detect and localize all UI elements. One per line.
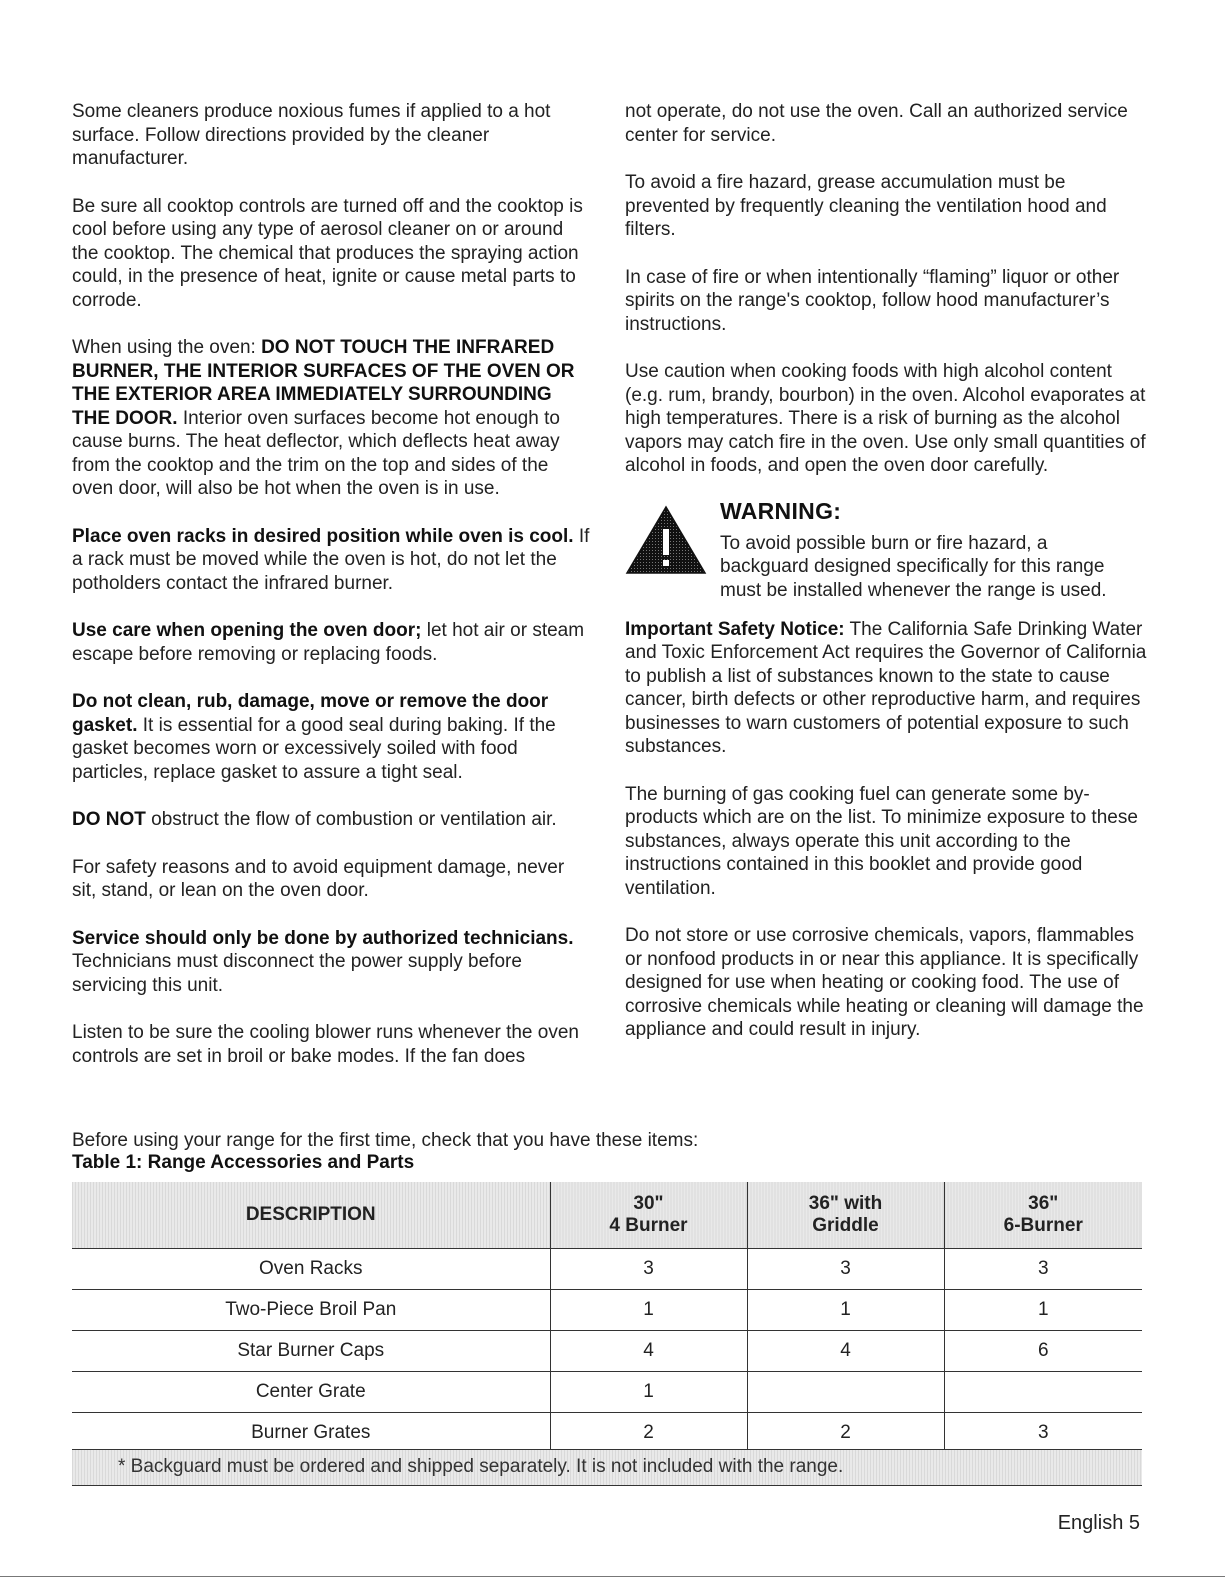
accessories-table — [72, 1182, 1142, 1453]
warning-title: WARNING: — [720, 497, 842, 524]
combustion-air-lead: DO NOT — [72, 809, 146, 830]
oven-door-text: let hot air or steam escape before removing or replacing foods. — [72, 620, 585, 665]
oven-surfaces-text: Interior oven surfaces become hot enough to cause burns. The heat deflector, which deflects heat away from the cooktop and the trim on the top and sides of the oven door, will also be hot when the oven is in use. — [72, 407, 560, 499]
paragraph-oven-door — [72, 619, 592, 666]
page-bottom-rule — [0, 1576, 1225, 1577]
cell-description: Two-Piece Broil Pan — [72, 1290, 550, 1331]
paragraph-aerosol-cleaner: Be sure all cooktop controls are turned off and the cooktop is cool before using any type of aerosol cleaner on or around the cooktop. The chemical that produces the spraying action could, in the presence of heat, ignite or cause metal parts to corrode. — [72, 195, 583, 311]
header-description — [72, 1182, 550, 1249]
paragraph-door-gasket — [72, 690, 592, 784]
paragraph-flaming: In case of fire or when intentionally “flaming” liquor or other spirits on the range's cooktop, follow hood manufacturer’s instructions. — [625, 266, 1120, 335]
header-30-line1: 30" — [633, 1193, 664, 1214]
paragraph-safety-notice — [625, 618, 1155, 759]
warning-triangle-icon — [625, 505, 707, 575]
cell-36-6-burner: 3 — [944, 1413, 1142, 1454]
cell-36-griddle: 2 — [747, 1413, 944, 1454]
cell-description: Burner Grates — [72, 1413, 550, 1454]
cell-30-4-burner: 1 — [550, 1372, 747, 1413]
cell-36-6-burner — [944, 1372, 1142, 1413]
door-gasket-text: It is essential for a good seal during baking. If the gasket becomes worn or excessively soiled with food particles, replace gasket to assure a tight seal. — [72, 714, 556, 783]
cell-description: Center Grate — [72, 1372, 550, 1413]
header-30-line2: 4 Burner — [609, 1215, 688, 1236]
table-row — [72, 1331, 1142, 1372]
header-30-4-burner — [550, 1182, 747, 1249]
header-36-line1: 36" — [1028, 1193, 1059, 1214]
oven-racks-text: If a rack must be moved while the oven is hot, do not let the potholders contact the infrared burner. — [72, 525, 590, 594]
header-36-line2: 6-Burner — [1003, 1215, 1083, 1236]
cell-36-6-burner: 1 — [944, 1290, 1142, 1331]
left-column — [72, 100, 592, 1092]
safety-notice-text: The California Safe Drinking Water and Toxic Enforcement Act requires the Governor of California to publish a list of substances known to the state to cause cancer, birth defects or other reproductive harm, and requires businesses to warn customers of potential exposure to such substances. — [625, 618, 1147, 757]
header-36-griddle — [747, 1182, 944, 1249]
table-row — [72, 1372, 1142, 1413]
cell-36-6-burner: 6 — [944, 1331, 1142, 1372]
header-36g-line2: Griddle — [812, 1215, 879, 1236]
table-row — [72, 1249, 1142, 1290]
service-lead: Service should only be done by authorized technicians. — [72, 927, 574, 949]
cell-30-4-burner: 2 — [550, 1413, 747, 1454]
paragraph-fan-not-operate: not operate, do not use the oven. Call an authorized service center for service. — [625, 101, 1128, 146]
paragraph-oven-door-safety: For safety reasons and to avoid equipment damage, never sit, stand, or lean on the oven door. — [72, 856, 565, 901]
oven-door-lead: Use care when opening the oven door; — [72, 620, 422, 641]
paragraph-service — [72, 927, 592, 998]
table-row — [72, 1413, 1142, 1454]
cell-36-griddle: 1 — [747, 1290, 944, 1331]
cell-36-griddle: 4 — [747, 1331, 944, 1372]
oven-surfaces-warning: DO NOT TOUCH THE INFRARED BURNER, THE INTERIOR SURFACES OF THE OVEN OR THE EXTERIOR AREA IMMEDIATELY SURROUNDING THE DOOR. — [72, 337, 575, 429]
service-text: Technicians must disconnect the power supply before servicing this unit. — [72, 951, 522, 996]
cell-30-4-burner: 3 — [550, 1249, 747, 1290]
cell-36-griddle: 3 — [747, 1249, 944, 1290]
table-row — [72, 1290, 1142, 1331]
cell-36-griddle — [747, 1372, 944, 1413]
paragraph-oven-surfaces — [72, 336, 592, 501]
right-column — [625, 100, 1155, 1066]
cell-description: Oven Racks — [72, 1249, 550, 1290]
header-36g-line1: 36" with — [808, 1193, 883, 1214]
table-header-row — [72, 1182, 1142, 1249]
table-footnote: * Backguard must be ordered and shipped separately. It is not included with the range. — [72, 1449, 1142, 1486]
paragraph-corrosive-chemicals: Do not store or use corrosive chemicals, vapors, flammables or nonfood products in or near this appliance. It is specifically designed for use when heating or cooking food. The use of corrosive chemicals while heating or cleaning will damage the appliance and could result in injury. — [625, 925, 1144, 1040]
table-title: Table 1: Range Accessories and Parts — [72, 1152, 415, 1173]
paragraph-cooling-blower: Listen to be sure the cooling blower runs whenever the oven controls are set in broil or bake modes. If the fan does — [72, 1022, 579, 1067]
door-gasket-lead: Do not clean, rub, damage, move or remove the door gasket. — [72, 691, 549, 736]
paragraph-oven-racks — [72, 525, 592, 596]
paragraph-combustion-air — [72, 808, 592, 832]
combustion-air-text: obstruct the flow of combustion or ventilation air. — [145, 809, 557, 830]
warning-text: To avoid possible burn or fire hazard, a backguard designed specifically for this range must be installed whenever the range is used. — [720, 532, 1107, 601]
header-36-6-burner — [944, 1182, 1142, 1249]
cell-description: Star Burner Caps — [72, 1331, 550, 1372]
paragraph-grease-accumulation: To avoid a fire hazard, grease accumulation must be prevented by frequently cleaning the ventilation hood and filters. — [625, 172, 1107, 240]
header-description-label: DESCRIPTION — [245, 1204, 376, 1225]
before-using-text: Before using your range for the first time, check that you have these items: — [72, 1130, 699, 1151]
paragraph-cleaner-fumes: Some cleaners produce noxious fumes if applied to a hot surface. Follow directions provided by the cleaner manufacturer. — [72, 101, 551, 169]
page-number: English 5 — [1057, 1512, 1140, 1534]
cell-30-4-burner: 4 — [550, 1331, 747, 1372]
oven-racks-lead: Place oven racks in desired position while oven is cool. — [72, 525, 574, 547]
oven-surfaces-lead: When using the oven: — [72, 337, 262, 358]
safety-notice-lead: Important Safety Notice: — [625, 618, 845, 640]
cell-36-6-burner: 3 — [944, 1249, 1142, 1290]
paragraph-gas-fuel: The burning of gas cooking fuel can generate some by-products which are on the list. To minimize exposure to these substances, always operate this unit according to the instructions contained in this booklet and provide good ventilation. — [625, 783, 1138, 899]
warning-box — [625, 497, 1155, 601]
cell-30-4-burner: 1 — [550, 1290, 747, 1331]
paragraph-alcohol: Use caution when cooking foods with high alcohol content (e.g. rum, brandy, bourbon) in the oven. Alcohol evaporates at high temperatures. There is a risk of burning as the alcohol vapors may catch fire in the oven. Use only small quantities of alcohol in foods, and open the oven door carefully. — [625, 361, 1146, 476]
